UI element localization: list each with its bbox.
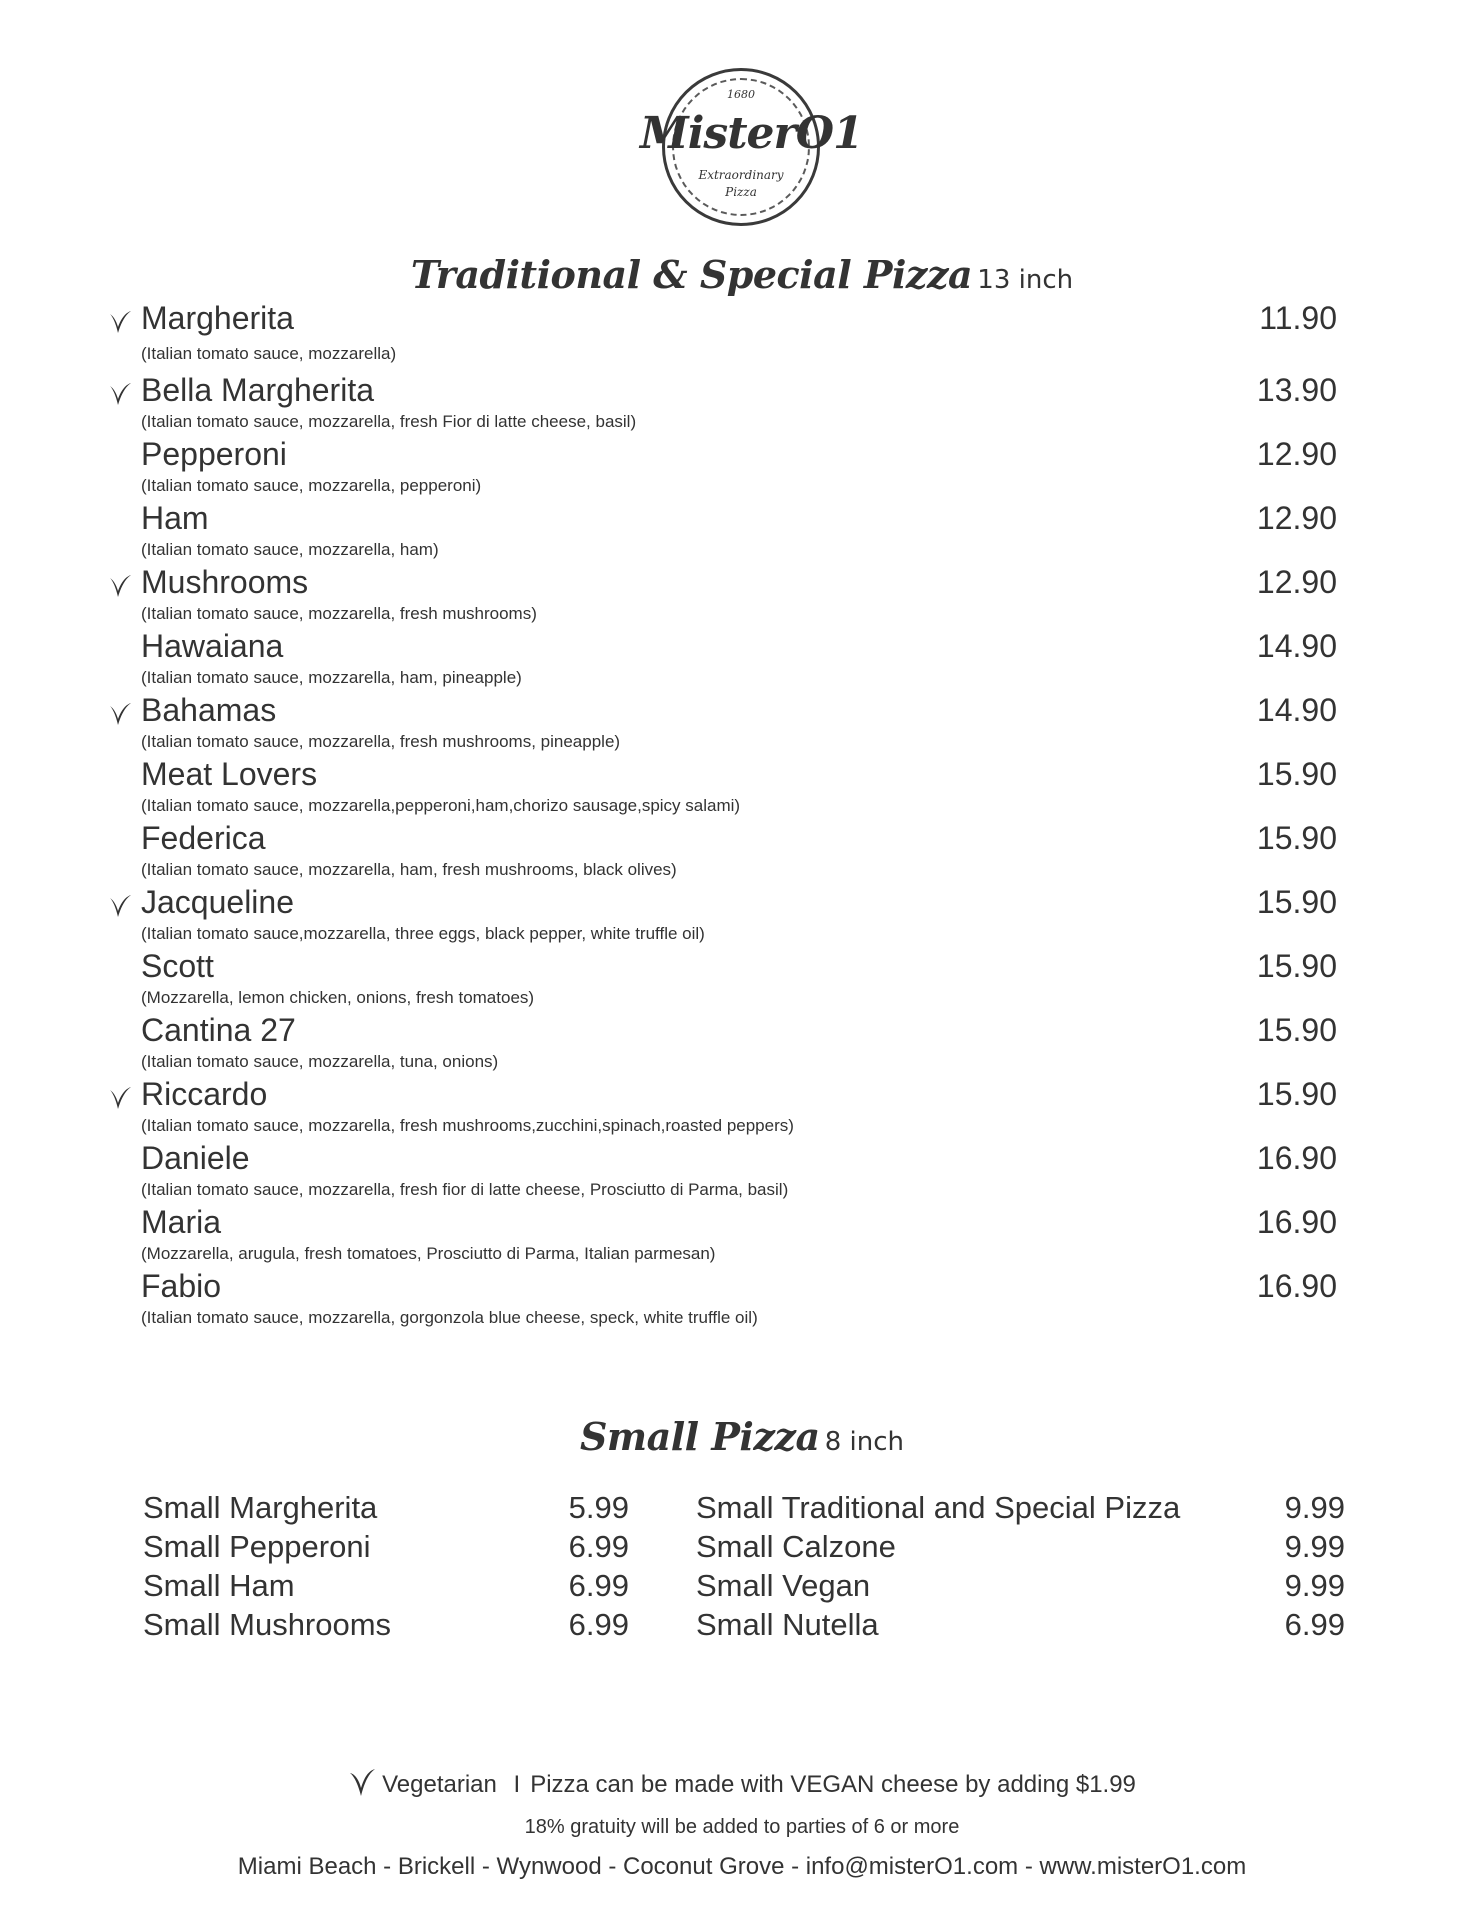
item-description: (Italian tomato sauce, mozzarella, fresh Fior di latte cheese, basil)	[141, 412, 637, 431]
footer-legend	[0, 1768, 1484, 1799]
small-menu-item	[143, 1529, 629, 1568]
menu-item	[0, 692, 1484, 756]
item-price: 13.90	[1256, 372, 1337, 408]
item-price: 12.90	[1256, 500, 1337, 536]
menu-item	[0, 948, 1484, 1012]
small-section-title	[0, 1414, 1484, 1459]
item-description: (Italian tomato sauce, mozzarella, ham, pineapple)	[141, 668, 522, 687]
small-item-price: 6.99	[568, 1607, 629, 1642]
item-price: 14.90	[1256, 628, 1337, 664]
item-description: (Italian tomato sauce, mozzarella,pepperoni,ham,chorizo sausage,spicy salami)	[141, 796, 741, 815]
item-price: 14.90	[1256, 692, 1337, 728]
small-item-name: Small Vegan	[696, 1568, 871, 1603]
item-name: Margherita	[141, 300, 294, 336]
traditional-size: 13 inch	[977, 265, 1074, 295]
small-menu-item	[696, 1607, 1345, 1646]
vegetarian-leaf-icon	[108, 894, 132, 918]
item-price: 15.90	[1256, 756, 1337, 792]
menu-item	[0, 820, 1484, 884]
small-item-name: Small Pepperoni	[143, 1529, 371, 1564]
item-name: Cantina 27	[141, 1012, 296, 1048]
item-name: Jacqueline	[141, 884, 294, 920]
item-name: Pepperoni	[141, 436, 287, 472]
item-price: 16.90	[1256, 1268, 1337, 1304]
traditional-title: Traditional & Special Pizza	[410, 252, 973, 297]
small-item-price: 5.99	[568, 1490, 629, 1525]
small-item-name: Small Margherita	[143, 1490, 378, 1525]
item-name: Mushrooms	[141, 564, 309, 600]
logo	[640, 68, 863, 226]
small-item-price: 9.99	[1284, 1529, 1345, 1564]
item-description: (Mozzarella, arugula, fresh tomatoes, Prosciutto di Parma, Italian parmesan)	[141, 1244, 716, 1263]
small-item-name: Small Calzone	[696, 1529, 896, 1564]
small-item-price: 6.99	[568, 1529, 629, 1564]
small-menu-item	[143, 1568, 629, 1607]
menu-item	[0, 564, 1484, 628]
small-menu-right-column	[696, 1490, 1345, 1646]
item-description: (Italian tomato sauce, mozzarella, fresh mushrooms)	[141, 604, 537, 623]
small-title: Small Pizza	[579, 1414, 820, 1459]
menu-item	[0, 1268, 1484, 1332]
item-description: (Italian tomato sauce, mozzarella, fresh mushrooms, pineapple)	[141, 732, 621, 751]
small-menu-item	[143, 1607, 629, 1646]
small-menu-left-column	[143, 1490, 629, 1646]
item-name: Fabio	[141, 1268, 222, 1304]
item-description: (Italian tomato sauce, mozzarella, ham)	[141, 540, 439, 559]
item-price: 15.90	[1256, 1012, 1337, 1048]
menu-item	[0, 436, 1484, 500]
logo-tagline: Extraordinary	[698, 168, 784, 182]
item-price: 12.90	[1256, 436, 1337, 472]
vegetarian-leaf-icon	[108, 310, 132, 334]
item-description: (Italian tomato sauce,mozzarella, three eggs, black pepper, white truffle oil)	[141, 924, 705, 943]
menu-item	[0, 1076, 1484, 1140]
small-menu-item	[696, 1490, 1345, 1529]
small-item-price: 6.99	[568, 1568, 629, 1603]
footer-vegan-note: Pizza can be made with VEGAN cheese by adding $1.99	[530, 1771, 1136, 1798]
item-description: (Italian tomato sauce, mozzarella, ham, fresh mushrooms, black olives)	[141, 860, 677, 879]
small-menu-item	[696, 1529, 1345, 1568]
vegetarian-leaf-icon	[108, 702, 132, 726]
small-size: 8 inch	[824, 1427, 905, 1457]
menu-item	[0, 372, 1484, 436]
item-name: Meat Lovers	[141, 756, 318, 792]
menu-item	[0, 628, 1484, 692]
item-name: Daniele	[141, 1140, 250, 1176]
logo-wordmark: MisterO1	[640, 108, 863, 159]
footer-gratuity: 18% gratuity will be added to parties of 6 or more	[524, 1816, 960, 1838]
small-item-name: Small Nutella	[696, 1607, 879, 1642]
item-name: Federica	[141, 820, 266, 856]
small-menu-item	[696, 1568, 1345, 1607]
menu-item	[0, 884, 1484, 948]
item-price: 16.90	[1256, 1140, 1337, 1176]
item-name: Maria	[141, 1204, 222, 1240]
item-name: Scott	[141, 948, 214, 984]
item-description: (Italian tomato sauce, mozzarella, fresh fior di latte cheese, Prosciutto di Parma, basil)	[141, 1180, 789, 1199]
item-description: (Italian tomato sauce, mozzarella)	[141, 344, 397, 363]
menu-item	[0, 1140, 1484, 1204]
item-name: Riccardo	[141, 1076, 268, 1112]
item-price: 15.90	[1256, 1076, 1337, 1112]
item-price: 12.90	[1256, 564, 1337, 600]
menu-item	[0, 1204, 1484, 1268]
item-price: 11.90	[1259, 300, 1337, 336]
vegetarian-leaf-icon	[348, 1768, 376, 1798]
menu-item	[0, 500, 1484, 564]
vegetarian-leaf-icon	[108, 1086, 132, 1110]
item-price: 16.90	[1256, 1204, 1337, 1240]
small-item-name: Small Mushrooms	[143, 1607, 392, 1642]
small-menu-item	[143, 1490, 629, 1529]
menu-item	[0, 756, 1484, 820]
footer-vegetarian-label: Vegetarian	[382, 1771, 497, 1798]
item-description: (Italian tomato sauce, mozzarella, tuna, onions)	[141, 1052, 499, 1071]
logo-tagline-2: Pizza	[725, 185, 757, 199]
item-description: (Italian tomato sauce, mozzarella, fresh mushrooms,zucchini,spinach,roasted peppers)	[141, 1116, 794, 1135]
vegetarian-leaf-icon	[108, 382, 132, 406]
item-price: 15.90	[1256, 884, 1337, 920]
small-item-name: Small Ham	[143, 1568, 295, 1603]
item-price: 15.90	[1256, 948, 1337, 984]
vegetarian-leaf-icon	[108, 574, 132, 598]
footer-separator: I	[513, 1771, 521, 1798]
menu-item	[0, 300, 1484, 364]
item-description: (Mozzarella, lemon chicken, onions, fresh tomatoes)	[141, 988, 535, 1007]
item-description: (Italian tomato sauce, mozzarella, pepperoni)	[141, 476, 482, 495]
small-item-price: 9.99	[1284, 1568, 1345, 1603]
small-item-price: 6.99	[1284, 1607, 1345, 1642]
small-item-price: 9.99	[1284, 1490, 1345, 1525]
item-price: 15.90	[1256, 820, 1337, 856]
item-name: Ham	[141, 500, 209, 536]
item-description: (Italian tomato sauce, mozzarella, gorgonzola blue cheese, speck, white truffle oil)	[141, 1308, 758, 1327]
footer-locations: Miami Beach - Brickell - Wynwood - Coconut Grove - info@misterO1.com - www.misterO1.com	[237, 1853, 1247, 1880]
menu-item	[0, 1012, 1484, 1076]
item-name: Bella Margherita	[141, 372, 374, 408]
traditional-section-title	[0, 252, 1484, 297]
item-name: Hawaiana	[141, 628, 284, 664]
small-item-name: Small Traditional and Special Pizza	[696, 1490, 1181, 1525]
item-name: Bahamas	[141, 692, 277, 728]
logo-year: 1680	[727, 88, 755, 101]
